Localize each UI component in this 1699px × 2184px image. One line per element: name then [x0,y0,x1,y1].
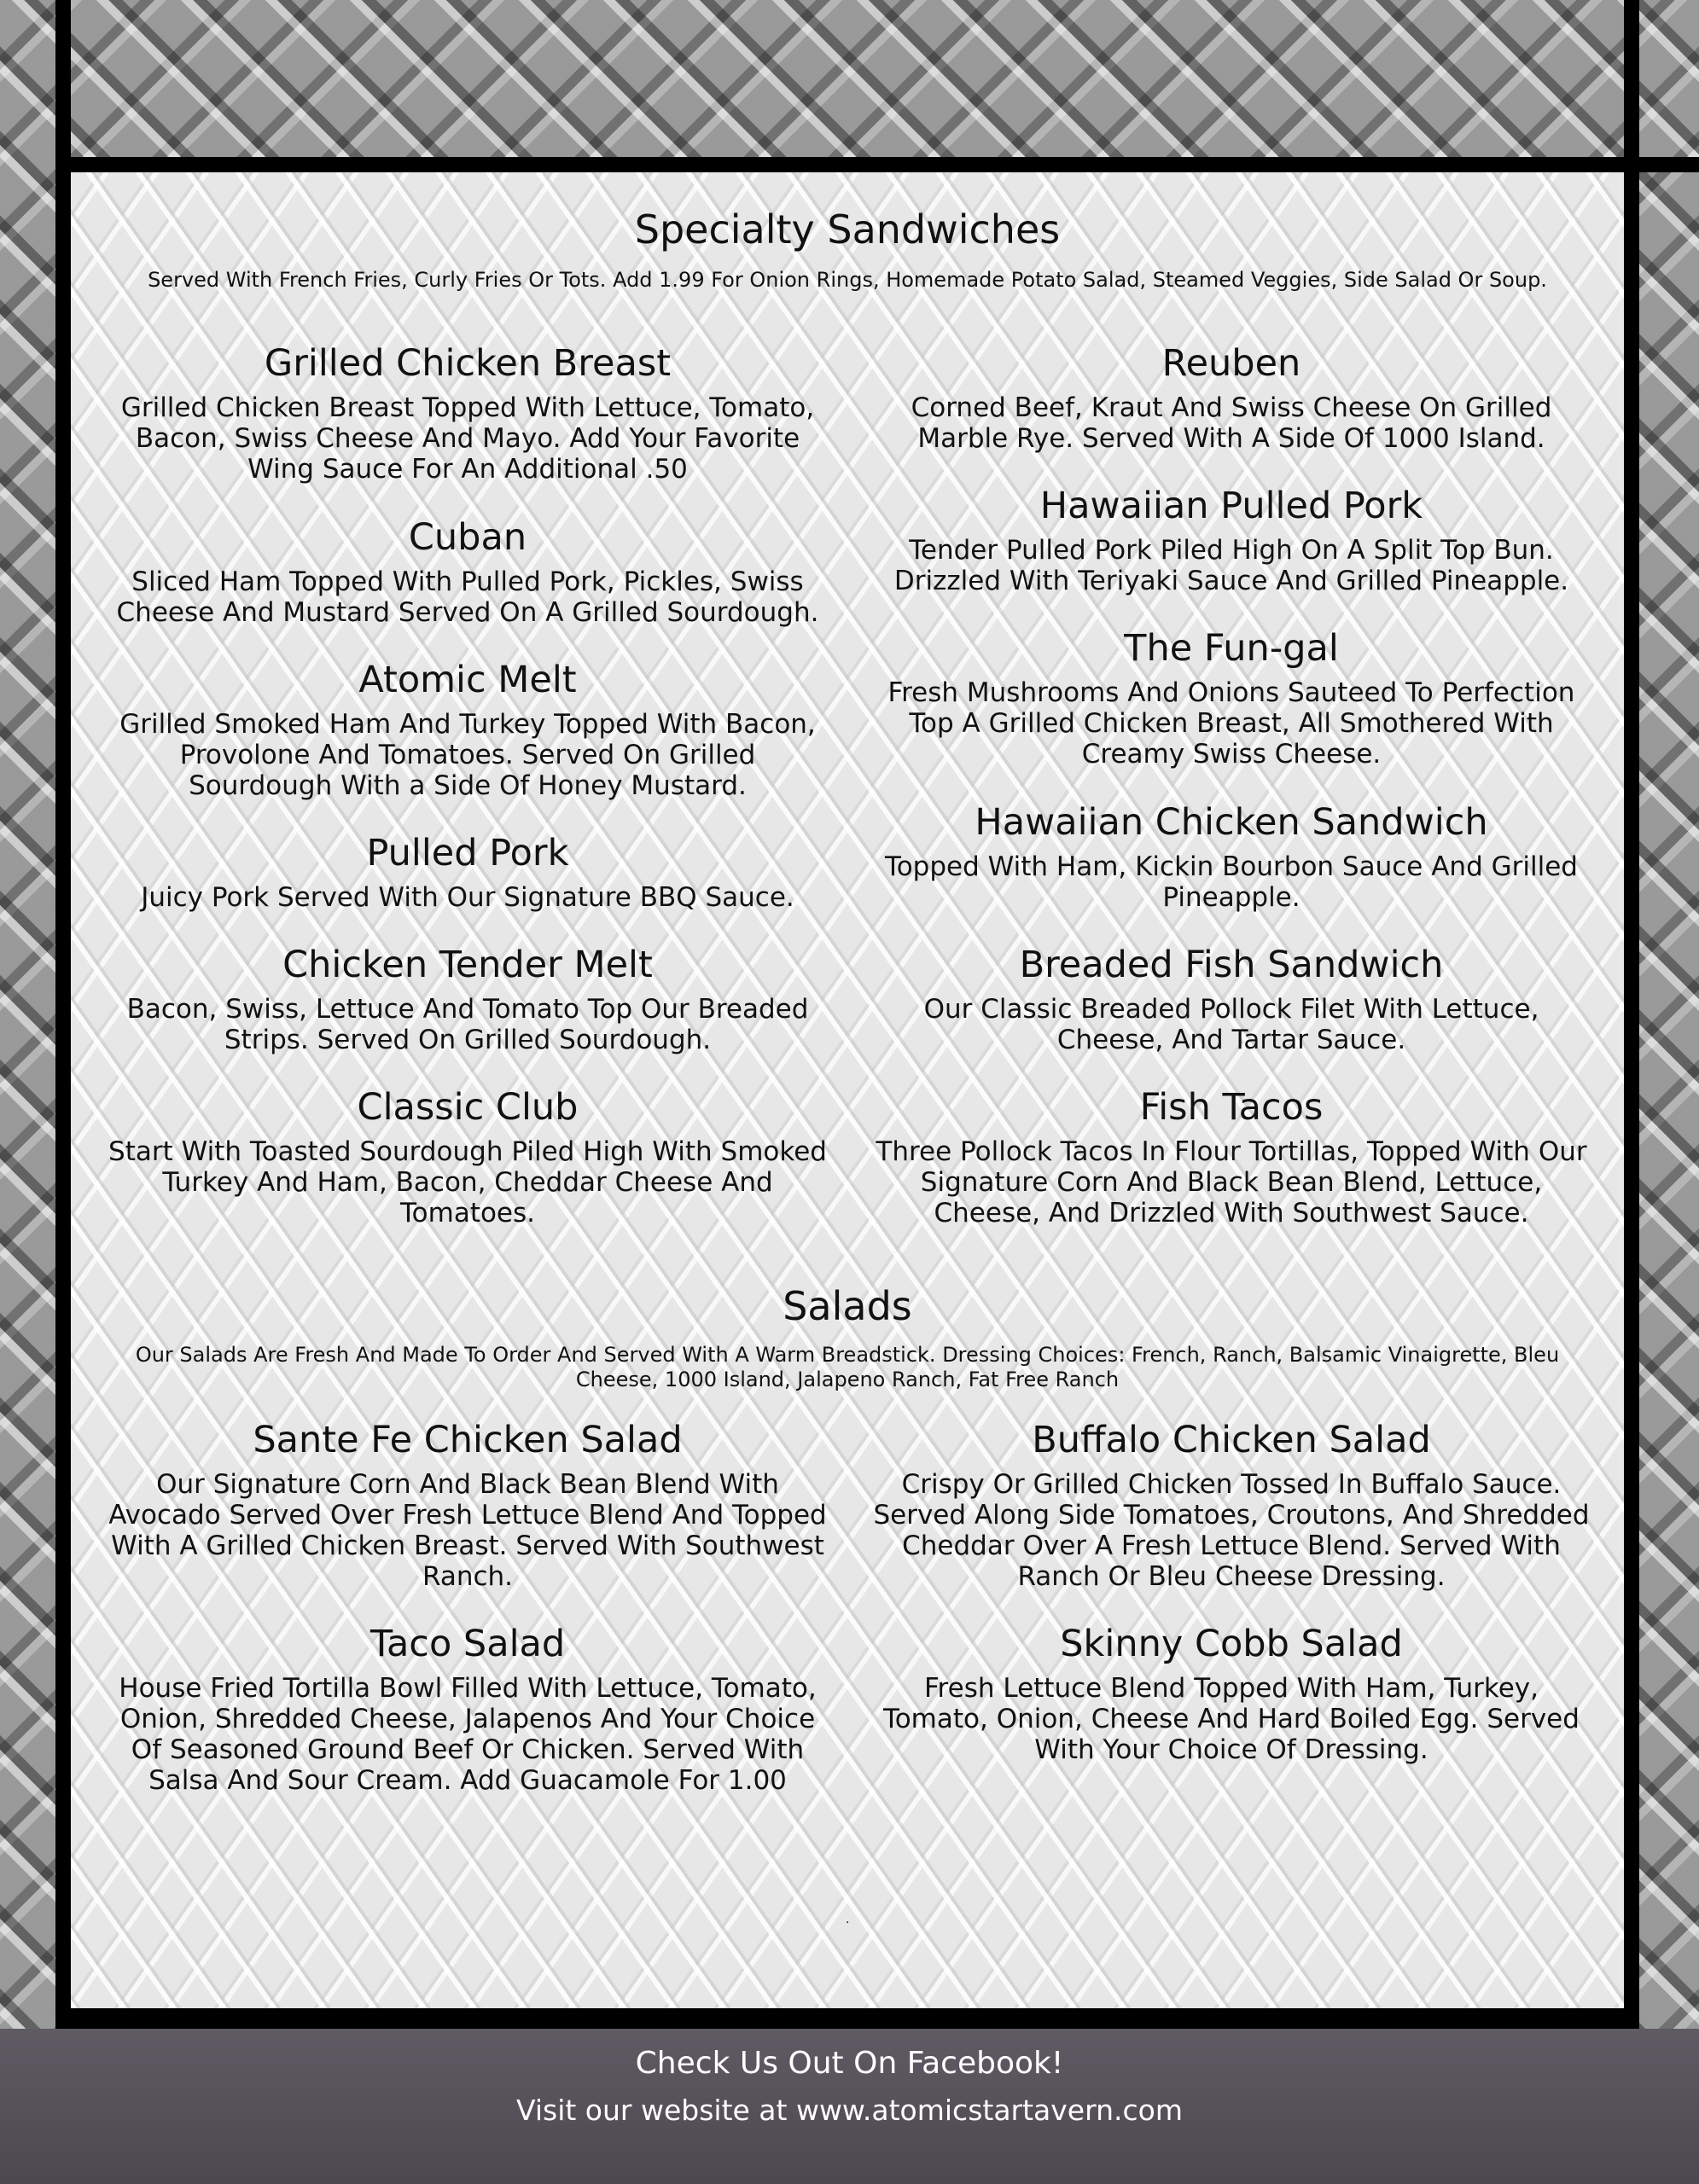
item-description: Corned Beef, Kraut And Swiss Cheese On Grilled Marble Rye. Served With A Side Of 1000 Island. [911,392,1552,454]
menu-item [105,943,830,1055]
facebook-text[interactable]: Check Us Out On Facebook! [635,2046,1064,2081]
item-name: Atomic Melt [358,659,577,701]
menu-item [105,658,830,801]
frame-right-border [1624,0,1639,2029]
item-description: Tender Pulled Pork Piled High On A Split Top Bun. Drizzled With Teriyaki Sauce And Grilled Pineapple. [893,535,1569,596]
sandwiches-note: Served With French Fries, Curly Fries Or Tots. Add 1.99 For Onion Rings, Homemade Potato Salad, Steamed Veggies, Side Salad Or Soup. [148,268,1547,292]
item-name: The Fun-gal [1124,627,1339,670]
menu-item [869,1622,1594,1765]
menu-item [869,800,1594,913]
stray-dot: . [846,1913,850,1926]
menu-item [869,1418,1594,1592]
menu-panel [71,172,1624,2008]
item-description: Bacon, Swiss, Lettuce And Tomato Top Our Breaded Strips. Served On Grilled Sourdough. [126,994,809,1055]
item-description: Juicy Pork Served With Our Signature BBQ Sauce. [141,882,794,913]
menu-item [105,515,830,628]
item-name: Buffalo Chicken Salad [1032,1419,1431,1461]
frame-top-border [55,157,1699,172]
item-description: Sliced Ham Topped With Pulled Pork, Pickles, Swiss Cheese And Mustard Served On A Grilled Sourdough. [116,566,819,628]
item-name: Reuben [1161,342,1301,385]
item-name: Sante Fe Chicken Salad [253,1419,683,1461]
frame-left-border [55,0,71,2029]
menu-item [105,831,830,913]
item-description: Fresh Mushrooms And Onions Sauteed To Perfection Top A Grilled Chicken Breast, All Smothered With Creamy Swiss Cheese. [887,677,1575,770]
menu-item [869,626,1594,770]
item-description: Fresh Lettuce Blend Topped With Ham, Turkey, Tomato, Onion, Cheese And Hard Boiled Egg. Served With Your Choice Of Dressing. [883,1673,1580,1765]
item-description: Start With Toasted Sourdough Piled High With Smoked Turkey And Ham, Bacon, Cheddar Cheese And Tomatoes. [108,1136,827,1228]
salads-title: Salads [783,1283,912,1329]
item-description: House Fried Tortilla Bowl Filled With Lettuce, Tomato, Onion, Shredded Cheese, Jalapenos And Your Choice Of Seasoned Ground Beef Or Chicken. Served With Salsa And Sour Cream. Add Guacamole For 1.00 [119,1673,817,1796]
item-name: Breaded Fish Sandwich [1019,944,1444,986]
salads-note: Our Salads Are Fresh And Made To Order And Served With A Warm Breadstick. Dressing Choices: French, Ranch, Balsamic Vinaigrette, Bleu Cheese, 1000 Island, Jalapeno Ranch, Fat Free Ranch [135,1343,1560,1391]
menu-item [105,1622,830,1796]
item-name: Grilled Chicken Breast [264,342,672,385]
item-name: Classic Club [357,1086,579,1129]
frame-bottom-border [55,2008,1639,2029]
item-name: Chicken Tender Melt [282,944,653,986]
item-description: Our Signature Corn And Black Bean Blend With Avocado Served Over Fresh Lettuce Blend And Topped With A Grilled Chicken Breast. Served With Southwest Ranch. [108,1469,827,1592]
menu-item [105,341,830,485]
item-name: Hawaiian Pulled Pork [1039,485,1423,527]
item-description: Crispy Or Grilled Chicken Tossed In Buffalo Sauce. Served Along Side Tomatoes, Croutons, And Shredded Cheddar Over A Fresh Lettuce Blend. Served With Ranch Or Bleu Cheese Dressing. [873,1469,1590,1592]
menu-item [869,484,1594,596]
menu-item [105,1418,830,1592]
item-name: Hawaiian Chicken Sandwich [975,801,1488,844]
website-text[interactable]: Visit our website at www.atomicstartavern.com [516,2094,1183,2127]
menu-item [869,1085,1594,1228]
sandwiches-title: Specialty Sandwiches [634,206,1061,253]
footer-bar [0,2029,1699,2184]
item-name: Cuban [408,516,527,559]
item-description: Grilled Chicken Breast Topped With Lettuce, Tomato, Bacon, Swiss Cheese And Mayo. Add Your Favorite Wing Sauce For An Additional .50 [120,392,815,485]
item-name: Taco Salad [369,1623,566,1665]
menu-item [869,943,1594,1055]
item-description: Grilled Smoked Ham And Turkey Topped With Bacon, Provolone And Tomatoes. Served On Grilled Sourdough With a Side Of Honey Mustard. [119,709,816,801]
menu-item [105,1085,830,1228]
item-name: Skinny Cobb Salad [1060,1623,1403,1665]
item-description: Our Classic Breaded Pollock Filet With Lettuce, Cheese, And Tartar Sauce. [923,994,1539,1055]
item-description: Topped With Ham, Kickin Bourbon Sauce And Grilled Pineapple. [885,851,1578,913]
item-name: Fish Tacos [1139,1086,1324,1129]
item-description: Three Pollock Tacos In Flour Tortillas, Topped With Our Signature Corn And Black Bean Blend, Lettuce, Cheese, And Drizzled With Southwest Sauce. [876,1136,1587,1228]
menu-item [869,341,1594,454]
item-name: Pulled Pork [366,832,569,874]
